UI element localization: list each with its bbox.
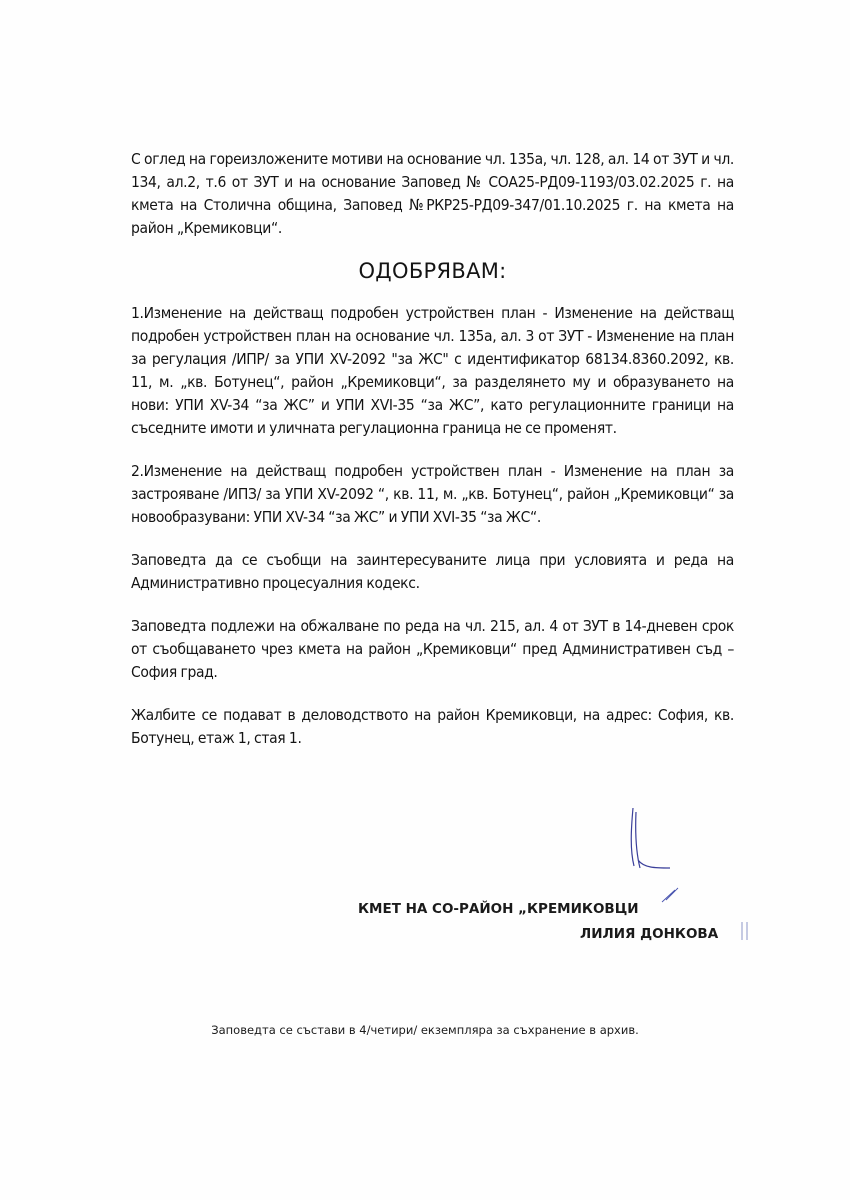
signatory-office: КМЕТ НА СО-РАЙОН „КРЕМИКОВЦИ bbox=[358, 901, 639, 917]
approval-heading: ОДОБРЯВАМ: bbox=[358, 259, 507, 283]
notice-paragraph: Заповедта да се съобщи на заинтересуваните лица при условията и реда на Административно процесуалния кодекс. bbox=[131, 551, 734, 592]
signature-block bbox=[131, 790, 734, 970]
document-body bbox=[131, 148, 734, 970]
footer-note: Заповедта се състави в 4/четири/ екземпляра за съхранение в архив. bbox=[211, 1023, 639, 1037]
intro-paragraph: С оглед на гореизложените мотиви на основание чл. 135а, чл. 128, ал. 14 от ЗУТ и чл. 134, ал.2, т.6 от ЗУТ и на основание Заповед № СОА25-РД09-1193/03.02.2025 г. на кмета на Столична община, Заповед №РКР25-РД09-347/01.10.2025 г. на кмета на район „Кремиковци“. bbox=[131, 150, 734, 237]
signatory-name: ЛИЛИЯ ДОНКОВА bbox=[580, 926, 719, 942]
item-1-paragraph: 1.Изменение на действащ подробен устройствен план - Изменение на действащ подробен устройствен план на основание чл. 135а, ал. 3 от ЗУТ - Изменение на план за регулация /ИПР/ за УПИ XV-2092 "за ЖС" с идентификатор 68134.8360.2092, кв. 11, м. „кв. Ботунец“, район „Кремиковци“, за разделянето му и образуването на нови: УПИ XV-34 “за ЖС” и УПИ XVI-35 “за ЖС”, като регулационните граници на съседните имоти и уличната регулационна граница не се променят. bbox=[131, 304, 734, 437]
complaints-paragraph: Жалбите се подават в деловодството на район Кремиковци, на адрес: София, кв. Ботунец, етаж 1, стая 1. bbox=[131, 706, 734, 747]
appeal-paragraph: Заповедта подлежи на обжалване по реда на чл. 215, ал. 4 от ЗУТ в 14-дневен срок от съобщаването чрез кмета на район „Кремиковци“ пред Административен съд – София град. bbox=[131, 617, 734, 681]
item-2-paragraph: 2.Изменение на действащ подробен устройствен план - Изменение на план за застрояване /ИПЗ/ за УПИ XV-2092 “, кв. 11, м. „кв. Ботунец“, район „Кремиковци“ за новообразувани: УПИ XV-34 “за ЖС” и УПИ XVI-35 “за ЖС“. bbox=[131, 462, 734, 526]
